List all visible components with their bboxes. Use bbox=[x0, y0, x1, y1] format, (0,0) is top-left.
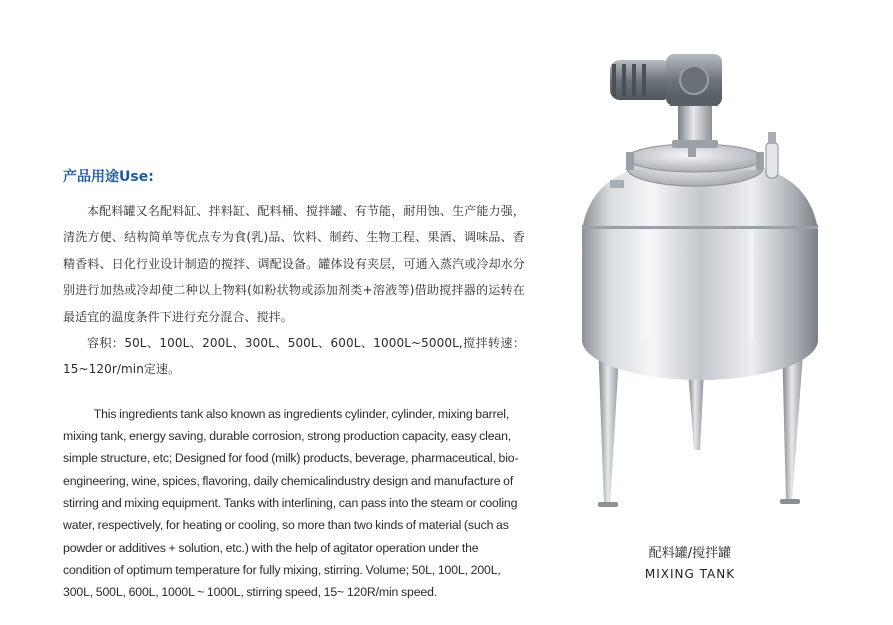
product-caption-en: MIXING TANK bbox=[644, 567, 736, 581]
en-description: This ingredients tank also known as ingredients cylinder, cylinder, mixing barrel, mixing tank, energy saving, durable corrosion, strong production capacity, easy clean, simple structure, etc; Designed for food (milk) products, beverage, pharmaceutical, bio-engineering, wine, spices, flavoring, daily chemicalindustry design and manufacture of stirring and mixing equipment. Tanks with interlining, can pass into the steam or cooling water, respectively, for heating or cooling, so more than two kinds of material (such as powder or additives + solution, etc.) with the help of agitator operation under the condition of optimum temperature for fully mixing, stirring. Volume; 50L, 100L, 200L, 300L, 500L, 600L, 1000L ~ 1000L, stirring speed, 15~ 120R/min speed. bbox=[63, 406, 519, 600]
zh-capacity: 容积：50L、100L、200L、300L、500L、600L、1000L~5000L,搅拌转速：15~120r/min定速。 bbox=[63, 336, 525, 377]
product-caption-zh: 配料罐/搅拌罐 bbox=[648, 546, 732, 561]
usage-section bbox=[63, 168, 525, 604]
usage-heading: 产品用途Use: bbox=[63, 169, 154, 185]
zh-description: 本配料罐又名配料缸、拌料缸、配料桶、搅拌罐、有节能，耐用蚀、生产能力强，清洗方便、结构简单等优点专为食(乳)品、饮料、制药、生物工程、果酒、调味品、香精香料、日化行业设计制造的搅拌、调配设备。罐体设有夹层，可通入蒸汽或冷却水分别进行加热或冷却使二种以上物料(如粉状物或添加剂类+溶液等)借助搅拌器的运转在最适宜的温度条件下进行充分混合、搅拌。 bbox=[63, 204, 525, 324]
mixing-tank-icon bbox=[570, 40, 830, 520]
mixing-tank-illustration bbox=[570, 40, 830, 520]
